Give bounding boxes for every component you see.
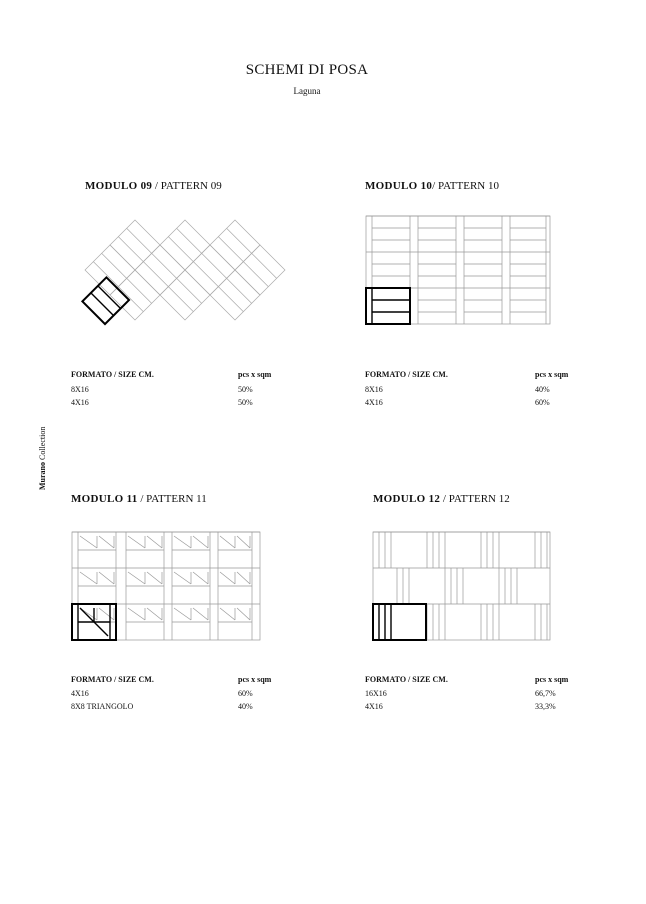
module-10-row-1-pct: 40% — [535, 385, 550, 394]
module-09-header-pcs: pcs x sqm — [238, 370, 272, 379]
pattern-12-module-highlight — [373, 604, 426, 640]
module-12-title: MODULO 12 / PATTERN 12 — [373, 493, 510, 505]
module-09-row-2-pct: 50% — [238, 398, 253, 407]
module-12-header-format: FORMATO / SIZE CM. — [365, 675, 448, 684]
module-10-title: MODULO 10/ PATTERN 10 — [365, 180, 499, 192]
module-09-row-1-size: 8X16 — [71, 385, 89, 394]
module-09-row-2-size: 4X16 — [71, 398, 89, 407]
module-12-row-1-pct: 66,7% — [535, 689, 556, 698]
module-09-title: MODULO 09 / PATTERN 09 — [85, 180, 222, 192]
module-12-row-1-size: 16X16 — [365, 689, 387, 698]
module-11-row-2-pct: 40% — [238, 702, 253, 711]
module-10-header-format: FORMATO / SIZE CM. — [365, 370, 448, 379]
module-11-header-pcs: pcs x sqm — [238, 675, 272, 684]
module-12-row-2-pct: 33,3% — [535, 702, 556, 711]
module-12-header-pcs: pcs x sqm — [535, 675, 569, 684]
module-11-row-1-size: 4X16 — [71, 689, 89, 698]
module-10-row-1-size: 8X16 — [365, 385, 383, 394]
module-12-row-2-size: 4X16 — [365, 702, 383, 711]
module-10-header-pcs: pcs x sqm — [535, 370, 569, 379]
module-11-title: MODULO 11 / PATTERN 11 — [71, 493, 207, 505]
page-title: SCHEMI DI POSA — [245, 62, 369, 78]
module-09-header-format: FORMATO / SIZE CM. — [71, 370, 154, 379]
side-collection-label: Murano Collection — [38, 426, 47, 490]
module-09-row-1-pct: 50% — [238, 385, 253, 394]
module-11-header-format: FORMATO / SIZE CM. — [71, 675, 154, 684]
module-10-row-2-size: 4X16 — [365, 398, 383, 407]
module-11-row-1-pct: 60% — [238, 689, 253, 698]
page-subtitle: Laguna — [293, 86, 321, 96]
module-10-row-2-pct: 60% — [535, 398, 550, 407]
module-11-row-2-size: 8X8 TRIANGOLO — [71, 702, 134, 711]
